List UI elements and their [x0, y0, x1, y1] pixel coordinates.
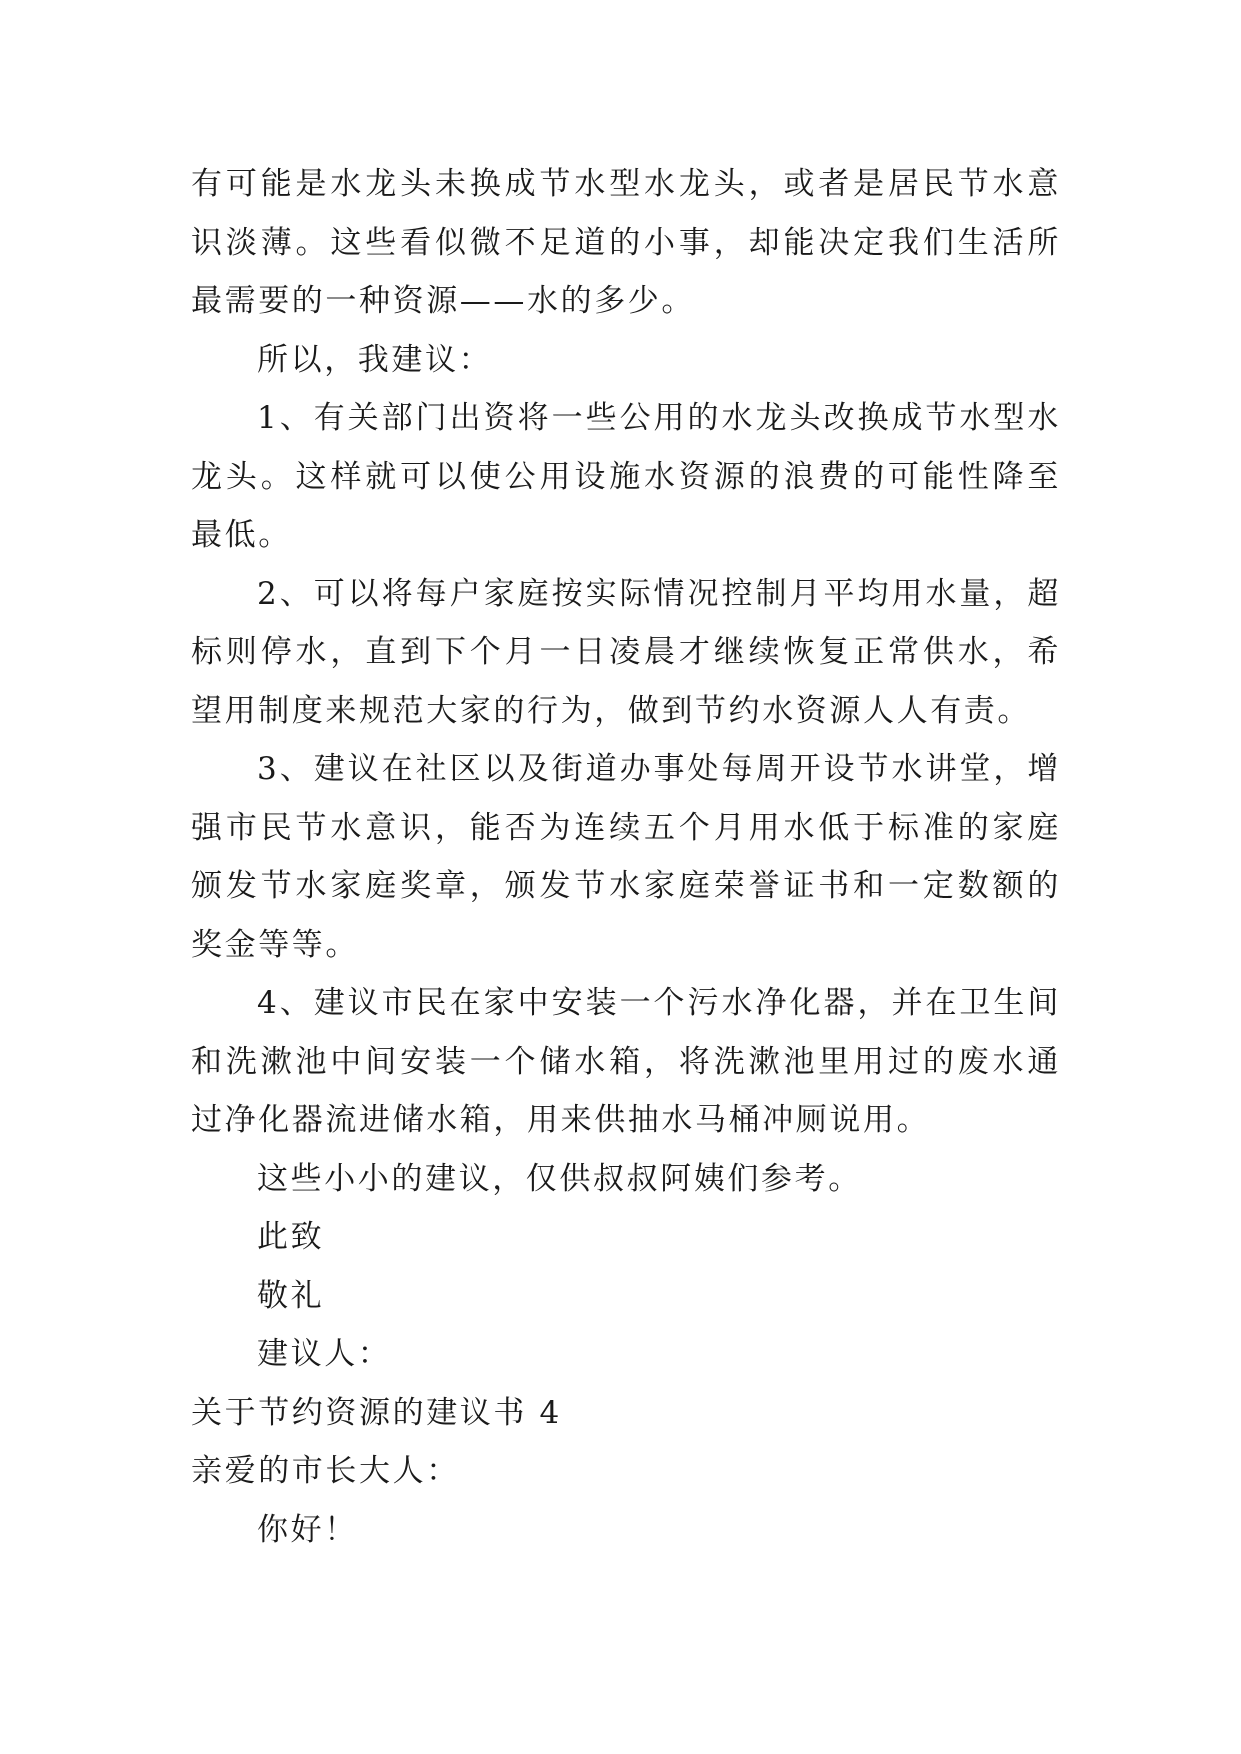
letter-hello: 你好！	[257, 1511, 358, 1548]
paragraph-closing-remark: 这些小小的建议，仅供叔叔阿姨们参考。	[257, 1160, 862, 1197]
paragraph-continuation: 有可能是水龙头未换成节水型水龙头，或者是居民节水意识淡薄。这些看似微不足道的小事，却能决定我们生活所最需要的一种资源——水的多少。	[191, 166, 1061, 319]
section-heading: 关于节约资源的建议书 4	[191, 1394, 562, 1431]
paragraph-suggestion-2: 2、可以将每户家庭按实际情况控制月平均用水量，超标则停水，直到下个月一日凌晨才继续恢复正常供水，希望用制度来规范大家的行为，做到节约水资源人人有责。	[191, 575, 1061, 729]
closing-regards: 敬礼	[257, 1277, 325, 1314]
paragraph-suggestion-intro: 所以，我建议：	[257, 341, 493, 378]
signature-line: 建议人：	[257, 1336, 392, 1372]
paragraph-suggestion-4: 4、建议市民在家中安装一个污水净化器，并在卫生间和洗漱池中间安装一个储水箱，将洗漱池里用过的废水通过净化器流进储水箱，用来供抽水马桶冲厕说用。	[191, 985, 1061, 1138]
paragraph-suggestion-1: 1、有关部门出资将一些公用的水龙头改换成节水型水龙头。这样就可以使公用设施水资源的浪费的可能性降至最低。	[191, 400, 1061, 553]
closing-salutation: 此致	[257, 1219, 325, 1255]
paragraph-suggestion-3: 3、建议在社区以及街道办事处每周开设节水讲堂，增强市民节水意识，能否为连续五个月用水低于标准的家庭颁发节水家庭奖章，颁发节水家庭荣誉证书和一定数额的奖金等等。	[191, 751, 1061, 963]
letter-greeting: 亲爱的市长大人：	[191, 1453, 460, 1489]
document-body	[191, 155, 1061, 1559]
